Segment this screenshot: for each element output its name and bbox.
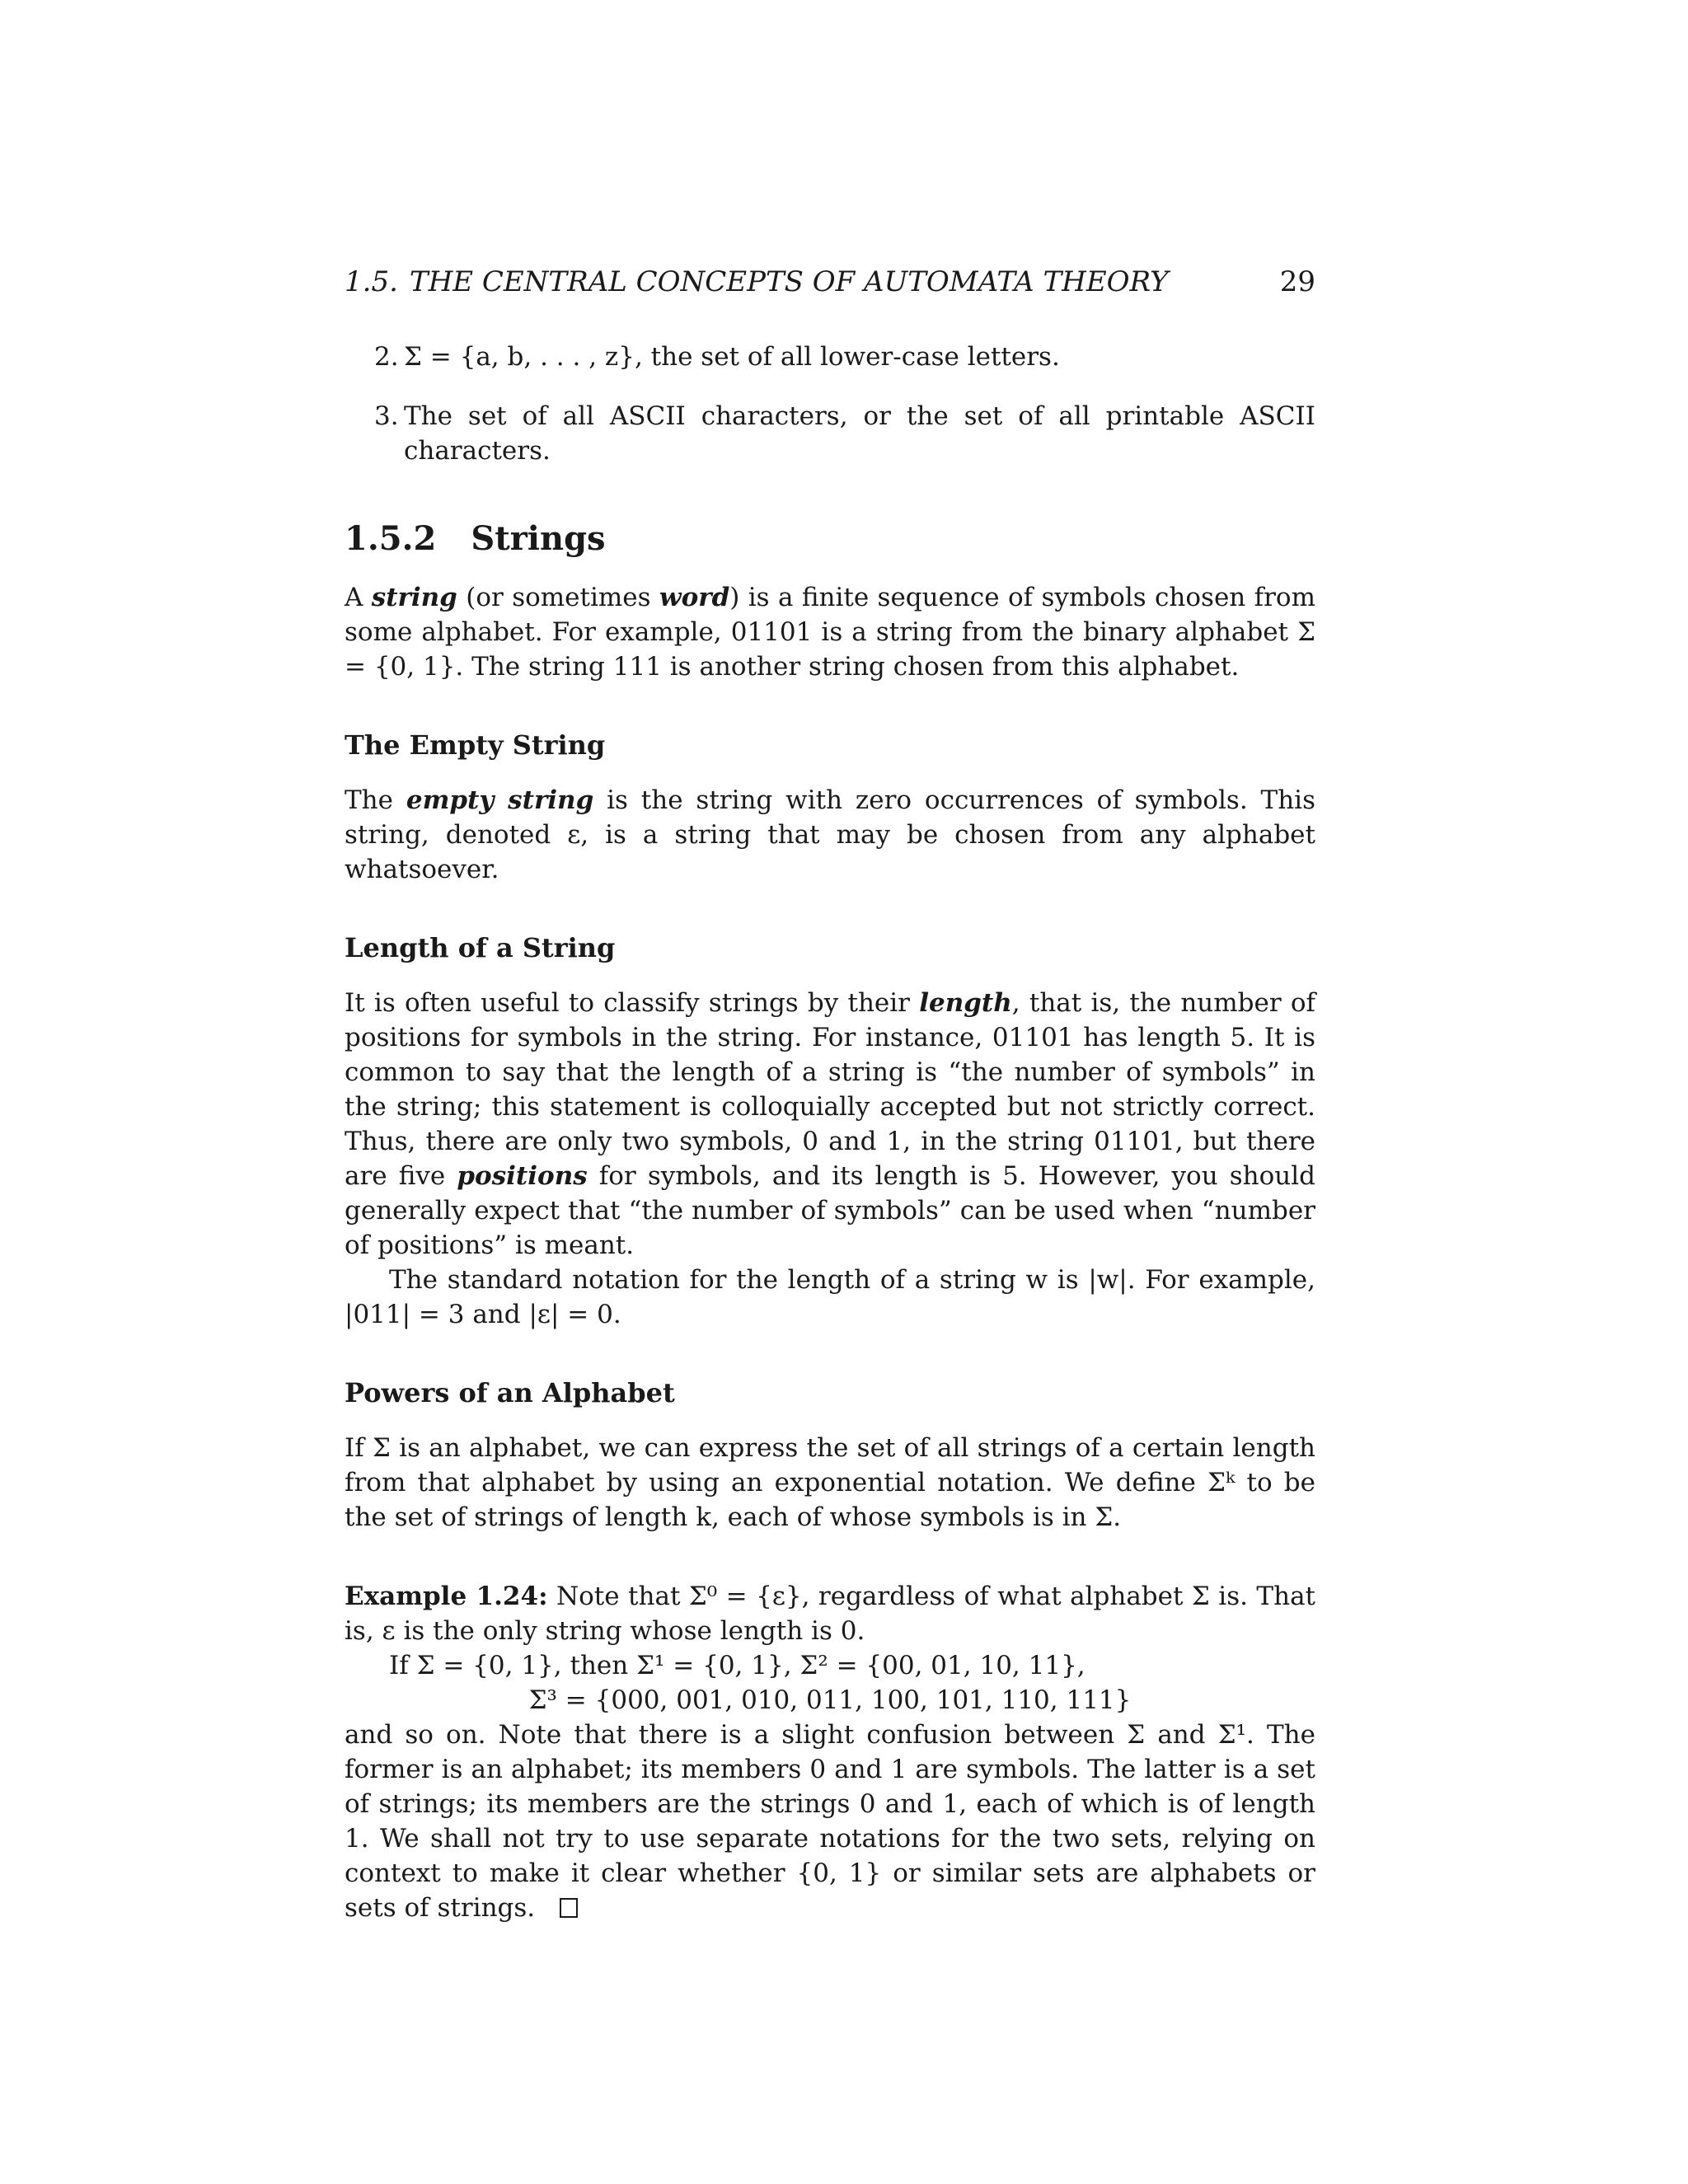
example-sets-line: If Σ = {0, 1}, then Σ¹ = {0, 1}, Σ² = {00, 01, 10, 11},	[389, 1651, 1085, 1680]
subsection-title: Strings	[471, 519, 606, 558]
header-section-number: 1.5.	[345, 265, 398, 298]
list-item-number: 2.	[374, 342, 399, 372]
page-number: 29	[1279, 265, 1315, 298]
empty-string-paragraph	[345, 783, 1315, 887]
example-label: Example 1.24:	[345, 1582, 548, 1611]
list-item-text: Σ = {a, b, . . . , z}, the set of all lower-case letters.	[404, 342, 1060, 372]
text-run: The	[345, 785, 406, 815]
text-run: and so on. Note that there is a slight confusion between Σ and Σ¹. The former is an alphabet; its members 0 and 1 are symbols. The latter is a set of strings; its members are the strings 0 and 1, each of which is of length 1. We shall not try to use separate notations for the two sets, relying on context to make it clear whether {0, 1} or similar sets are alphabets or sets of strings.	[345, 1720, 1315, 1923]
term-empty-string: empty string	[406, 785, 594, 815]
term-string: string	[371, 583, 457, 612]
length-notation-paragraph: The standard notation for the length of a string w is |w|. For example, |011| = 3 and |ε| = 0.	[345, 1265, 1315, 1329]
example-paragraph	[345, 1579, 1315, 1648]
text-run: , that is, the number of positions for symbols in the string. For instance, 01101 has length 5. It is common to say that the length of a string is “the number of symbols” in the string; this statement is colloquially accepted but not strictly correct. Thus, there are only two symbols, 0 and 1, in the string 01101, but there are five	[345, 988, 1316, 1191]
text-run: It is often useful to classify strings by their	[345, 988, 920, 1018]
page-body	[345, 340, 1315, 1925]
term-length: length	[919, 988, 1012, 1018]
example-block	[345, 1579, 1315, 1925]
example-closing-paragraph	[345, 1718, 1315, 1925]
list-item-number: 3.	[374, 401, 399, 431]
text-run: ) is a finite sequence of symbols chosen from some alphabet. For example, 01101 is a string from the binary alphabet Σ = {0, 1}. The string 111 is another string chosen from this alphabet.	[345, 583, 1315, 682]
term-positions: positions	[457, 1161, 588, 1191]
subsection-heading	[345, 519, 1315, 559]
text-run: Note that Σ⁰ = {ε}, regardless of what alphabet Σ is. That is, ε is the only string whose length is 0.	[345, 1582, 1316, 1646]
strings-paragraph	[345, 580, 1315, 684]
text-run: A	[345, 583, 372, 612]
alphabet-examples-list	[345, 340, 1315, 468]
display-equation: Σ³ = {000, 001, 010, 011, 100, 101, 110, 111}	[528, 1685, 1132, 1715]
text-run: (or sometimes	[457, 583, 659, 612]
running-header	[345, 265, 1315, 307]
subsection-number: 1.5.2	[345, 519, 437, 558]
list-item	[345, 399, 1315, 468]
list-item	[345, 340, 1315, 374]
powers-paragraph: If Σ is an alphabet, we can express the set of all strings of a certain length from that alphabet by using an exponential notation. We define Σᵏ to be the set of strings of length k, each of whose symbols is in Σ.	[345, 1433, 1315, 1532]
header-title: THE CENTRAL CONCEPTS OF AUTOMATA THEORY	[409, 265, 1169, 298]
length-heading: Length of a String	[345, 932, 616, 963]
length-paragraph	[345, 986, 1315, 1263]
term-word: word	[659, 583, 730, 612]
powers-heading: Powers of an Alphabet	[345, 1377, 675, 1408]
list-item-text: The set of all ASCII characters, or the set of all printable ASCII characters.	[404, 401, 1315, 466]
empty-string-heading: The Empty String	[345, 729, 606, 761]
text-run: for symbols, and its length is 5. However, you should generally expect that “the number of symbols” can be used when “number of positions” is meant.	[345, 1161, 1316, 1260]
text-run: is the string with zero occurrences of symbols. This string, denoted ε, is a string that may be chosen from any alphabet whatsoever.	[345, 785, 1315, 884]
end-of-example-icon	[560, 1898, 578, 1918]
